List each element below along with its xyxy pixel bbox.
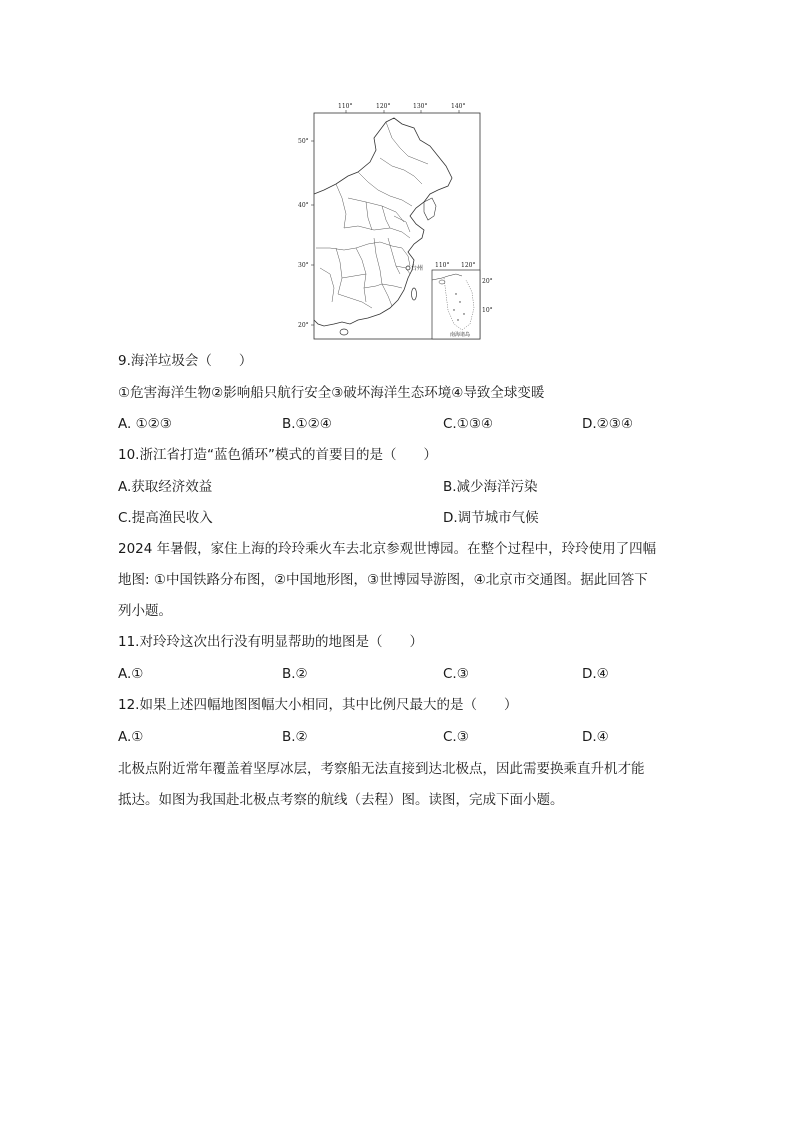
q10-option-b[interactable]: B.减少海洋污染: [443, 479, 538, 495]
passage1-line-1: 2024 年暑假，家住上海的玲玲乘火车去北京参观世博园。在整个过程中，玲玲使用了四幅: [118, 541, 657, 557]
lon-label-120: 120°: [376, 103, 391, 110]
inset-caption: 南海诸岛: [450, 332, 471, 338]
korea-peninsula: [424, 198, 436, 220]
q10-option-d[interactable]: D.调节城市气候: [443, 510, 539, 526]
q12-stem: 12.如果上述四幅地图图幅大小相同，其中比例尺最大的是（ ）: [118, 697, 518, 713]
taizhou-marker: [406, 266, 410, 270]
inset-lon-110: 110°: [435, 262, 450, 269]
q10-option-a[interactable]: A.获取经济效益: [118, 479, 213, 495]
taizhou-label: 台州: [411, 265, 424, 272]
inset-lat-10: 10°: [482, 307, 493, 314]
passage2-line-2: 抵达。如图为我国赴北极点考察的航线（去程）图。读图，完成下面小题。: [118, 792, 564, 808]
q11-option-d[interactable]: D.④: [582, 666, 609, 682]
lon-label-130: 130°: [413, 103, 428, 110]
taiwan-island: [412, 288, 417, 300]
passage1-line-3: 列小题。: [118, 603, 172, 619]
lat-label-50: 50°: [298, 138, 309, 145]
china-map-figure: [296, 98, 493, 344]
q11-option-b[interactable]: B.②: [282, 666, 308, 682]
q11-option-c[interactable]: C.③: [443, 666, 469, 682]
lat-label-30: 30°: [298, 262, 309, 269]
passage2-line-1: 北极点附近常年覆盖着坚厚冰层，考察船无法直接到达北极点，因此需要换乘直升机才能: [118, 761, 645, 777]
q9-option-c[interactable]: C.①③④: [443, 416, 494, 432]
q9-option-a[interactable]: A. ①②③: [118, 416, 172, 432]
q11-option-a[interactable]: A.①: [118, 666, 144, 682]
q9-stem: 9.海洋垃圾会（ ）: [118, 353, 253, 369]
inset-lat-20: 20°: [482, 278, 493, 285]
south-china-sea-inset: [432, 262, 493, 339]
q11-stem: 11.对玲玲这次出行没有明显帮助的地图是（ ）: [118, 634, 423, 650]
q12-option-d[interactable]: D.④: [582, 729, 609, 745]
lon-label-140: 140°: [451, 103, 466, 110]
q9-option-b[interactable]: B.①②④: [282, 416, 332, 432]
q12-option-a[interactable]: A.①: [118, 729, 144, 745]
q10-stem: 10.浙江省打造“蓝色循环”模式的首要目的是（ ）: [118, 447, 437, 463]
china-outline: [314, 118, 452, 326]
q9-statements: ①危害海洋生物②影响船只航行安全③破坏海洋生态环境④导致全球变暖: [118, 385, 545, 401]
inset-lon-120: 120°: [461, 262, 476, 269]
china-map: [296, 98, 493, 344]
q10-option-c[interactable]: C.提高渔民收入: [118, 510, 213, 526]
q12-option-c[interactable]: C.③: [443, 729, 469, 745]
lat-label-20: 20°: [298, 322, 309, 329]
lon-label-110: 110°: [338, 103, 353, 110]
lat-label-40: 40°: [298, 202, 309, 209]
q12-option-b[interactable]: B.②: [282, 729, 308, 745]
passage1-line-2: 地图: ①中国铁路分布图，②中国地形图，③世博园导游图，④北京市交通图。据此回答下: [118, 572, 648, 588]
hainan-island: [340, 329, 348, 335]
q9-option-d[interactable]: D.②③④: [582, 416, 633, 432]
